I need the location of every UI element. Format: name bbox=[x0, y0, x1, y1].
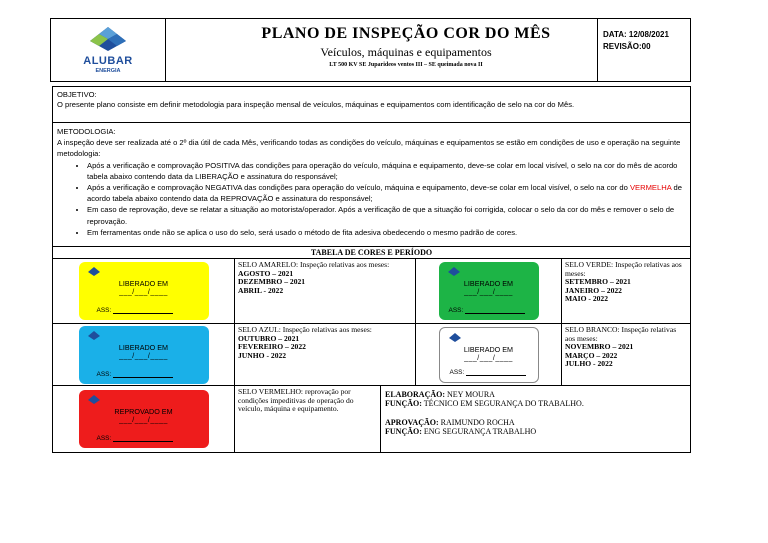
stamp-date: ___/___/____ bbox=[464, 354, 513, 362]
methodology-item: • Após a verificação e comprovação POSITIVA das condições para operação do veículo, máquina e equipamento, deve-se colar em local visível, o selo na cor do mês de acordo tabela abaixo contendo data da LIBERAÇÃO e assinatura do responsável; bbox=[87, 160, 686, 182]
mini-logo-icon bbox=[87, 395, 101, 404]
stamp-signature bbox=[97, 371, 174, 378]
approval-line bbox=[385, 418, 686, 427]
mini-logo-icon bbox=[447, 267, 461, 276]
colors-table-title: TABELA DE CORES E PERÍODO bbox=[53, 247, 690, 259]
seal-month: AGOSTO – 2021 bbox=[238, 268, 294, 278]
methodology-label: METODOLOGIA: bbox=[57, 127, 116, 136]
approval-label: APROVAÇÃO: bbox=[385, 418, 439, 427]
elaboration-line bbox=[385, 390, 686, 399]
seal-month: ABRIL - 2022 bbox=[238, 285, 284, 295]
bullet2-end: de acordo tabela abaixo contendo data da REPROVAÇÃO e assinatura do responsável; bbox=[87, 183, 682, 204]
stamp-signature bbox=[97, 307, 174, 314]
stamp-date: ___/___/____ bbox=[119, 289, 168, 296]
seal-month: NOVEMBRO – 2021 bbox=[565, 342, 634, 352]
function-value: ENG SEGURANÇA TRABALHO bbox=[423, 427, 537, 436]
seal-month: SETEMBRO – 2021 bbox=[565, 277, 631, 287]
methodology-item: • Em caso de reprovação, deve se relatar a situação ao motorista/operador. Após a verificação de que a situação foi corrigida, colocar o selo da cor do mês e remover o selo de reprovação. bbox=[87, 204, 686, 226]
stamp-label: LIBERADO EM bbox=[118, 279, 169, 288]
stamp-label: LIBERADO EM bbox=[463, 344, 514, 354]
red-seal-info bbox=[234, 386, 380, 452]
yellow-stamp bbox=[79, 262, 209, 320]
seal-title: SELO AZUL: Inspeção relativas aos meses: bbox=[238, 325, 372, 334]
seal-month: FEVEREIRO – 2022 bbox=[238, 342, 306, 352]
seal-month: JUNHO - 2022 bbox=[238, 350, 287, 360]
line-description: LT 500 KV SE Juparideos ventos III – SE queimada nova II bbox=[329, 62, 483, 68]
bullet2-start: Após a verificação e comprovação NEGATIVA das condições para operação do veículo, máquina e equipamento, deve-se colar em local visível, o selo na cor do bbox=[87, 183, 628, 193]
alubar-logo-icon bbox=[84, 25, 132, 55]
seal-title: SELO VERMELHO: reprovação por condições impeditivas de operação do veículo, máquina e equipamento. bbox=[238, 387, 354, 414]
green-stamp-cell bbox=[415, 259, 561, 323]
stamp-signature bbox=[449, 307, 526, 314]
blue-stamp bbox=[79, 326, 209, 384]
date-cell bbox=[597, 19, 691, 81]
mini-logo-icon bbox=[87, 331, 101, 340]
stamp-ass-label: ASS: bbox=[449, 368, 465, 376]
green-stamp bbox=[439, 262, 539, 320]
white-stamp bbox=[439, 327, 539, 383]
mini-logo-icon bbox=[87, 267, 101, 276]
objective-section bbox=[53, 87, 690, 123]
document-header bbox=[50, 18, 691, 82]
seal-month: OUTUBRO – 2021 bbox=[238, 333, 300, 343]
logo-subbrand: ENERGIA bbox=[95, 68, 121, 74]
document-date: DATA: 12/08/2021 bbox=[603, 30, 669, 39]
seal-title: SELO AMARELO: Inspeção relativas aos meses: bbox=[238, 260, 390, 269]
methodology-intro: A inspeção deve ser realizada até o 2º dia útil de cada Mês, verificando todas as condições do veículo, máquinas e equipamentos se estão em condições de uso e operação na seguinte metodologia: bbox=[57, 138, 681, 159]
function-label: FUNÇÃO: bbox=[385, 399, 422, 408]
seal-month: MARÇO – 2022 bbox=[565, 350, 618, 360]
blue-stamp-cell bbox=[53, 324, 234, 385]
seal-month: JULHO - 2022 bbox=[565, 359, 613, 369]
yellow-seal-info bbox=[234, 259, 415, 323]
stamp-ass-label: ASS: bbox=[96, 370, 112, 378]
seal-month: JANEIRO – 2022 bbox=[565, 285, 622, 295]
plan-table bbox=[52, 86, 691, 453]
title-cell bbox=[166, 19, 646, 81]
methodology-item bbox=[87, 182, 686, 204]
seal-row-3 bbox=[53, 386, 690, 452]
seal-title: SELO BRANCO: Inspeção relativas aos meses: bbox=[565, 325, 677, 343]
methodology-section bbox=[53, 123, 690, 247]
seal-month: MAIO - 2022 bbox=[565, 294, 609, 304]
stamp-label: LIBERADO EM bbox=[463, 279, 514, 288]
stamp-ass-label: ASS: bbox=[96, 307, 112, 314]
elaboration-value: NEY MOURA bbox=[447, 390, 495, 399]
objective-text: O presente plano consiste em definir metodologia para inspeção mensal de veículos, máquinas e equipamentos com identificação de selo na cor do Mês. bbox=[57, 100, 575, 109]
blue-seal-info bbox=[234, 324, 415, 385]
methodology-list bbox=[57, 160, 686, 238]
mini-logo-icon bbox=[448, 333, 462, 342]
yellow-stamp-cell bbox=[53, 259, 234, 323]
elaboration-label: ELABORAÇÃO: bbox=[385, 390, 446, 399]
seal-title: SELO VERDE: Inspeção relativas aos meses: bbox=[565, 260, 682, 278]
stamp-date: ___/___/____ bbox=[119, 417, 168, 424]
logo-brand: ALUBAR bbox=[83, 55, 133, 67]
white-seal-info bbox=[561, 324, 690, 385]
logo-cell bbox=[51, 19, 166, 81]
function-line bbox=[385, 399, 686, 408]
stamp-date: ___/___/____ bbox=[119, 352, 168, 360]
stamp-signature bbox=[450, 369, 527, 376]
red-stamp-cell bbox=[53, 386, 234, 452]
signatures-cell bbox=[380, 386, 690, 452]
function-label: FUNÇÃO: bbox=[385, 427, 422, 436]
red-stamp bbox=[79, 390, 209, 448]
stamp-signature bbox=[97, 435, 174, 442]
approval-value: RAIMUNDO ROCHA bbox=[440, 418, 515, 427]
page-subtitle: Veículos, máquinas e equipamentos bbox=[320, 45, 492, 59]
red-emphasis: VERMELHA bbox=[629, 183, 672, 193]
seal-month: DEZEMBRO – 2021 bbox=[238, 277, 306, 287]
methodology-item: • Em ferramentas onde não se aplica o uso do selo, será usado o método de fita adesiva obedecendo o mesmo padrão de cores. bbox=[87, 227, 686, 238]
function-line bbox=[385, 427, 686, 436]
white-stamp-cell bbox=[415, 324, 561, 385]
green-seal-info bbox=[561, 259, 690, 323]
stamp-label: REPROVADO EM bbox=[114, 407, 173, 416]
objective-label: OBJETIVO: bbox=[57, 90, 97, 99]
document-revision: REVISÃO:00 bbox=[603, 42, 651, 51]
function-value: TÉCNICO EM SEGURANÇA DO TRABALHO. bbox=[423, 399, 584, 408]
stamp-ass-label: ASS: bbox=[448, 307, 464, 314]
seal-row-2 bbox=[53, 324, 690, 386]
stamp-ass-label: ASS: bbox=[96, 435, 112, 442]
stamp-date: ___/___/____ bbox=[464, 289, 513, 296]
seal-row-1 bbox=[53, 259, 690, 324]
page-title: PLANO DE INSPEÇÃO COR DO MÊS bbox=[261, 25, 551, 42]
stamp-label: LIBERADO EM bbox=[118, 342, 169, 352]
